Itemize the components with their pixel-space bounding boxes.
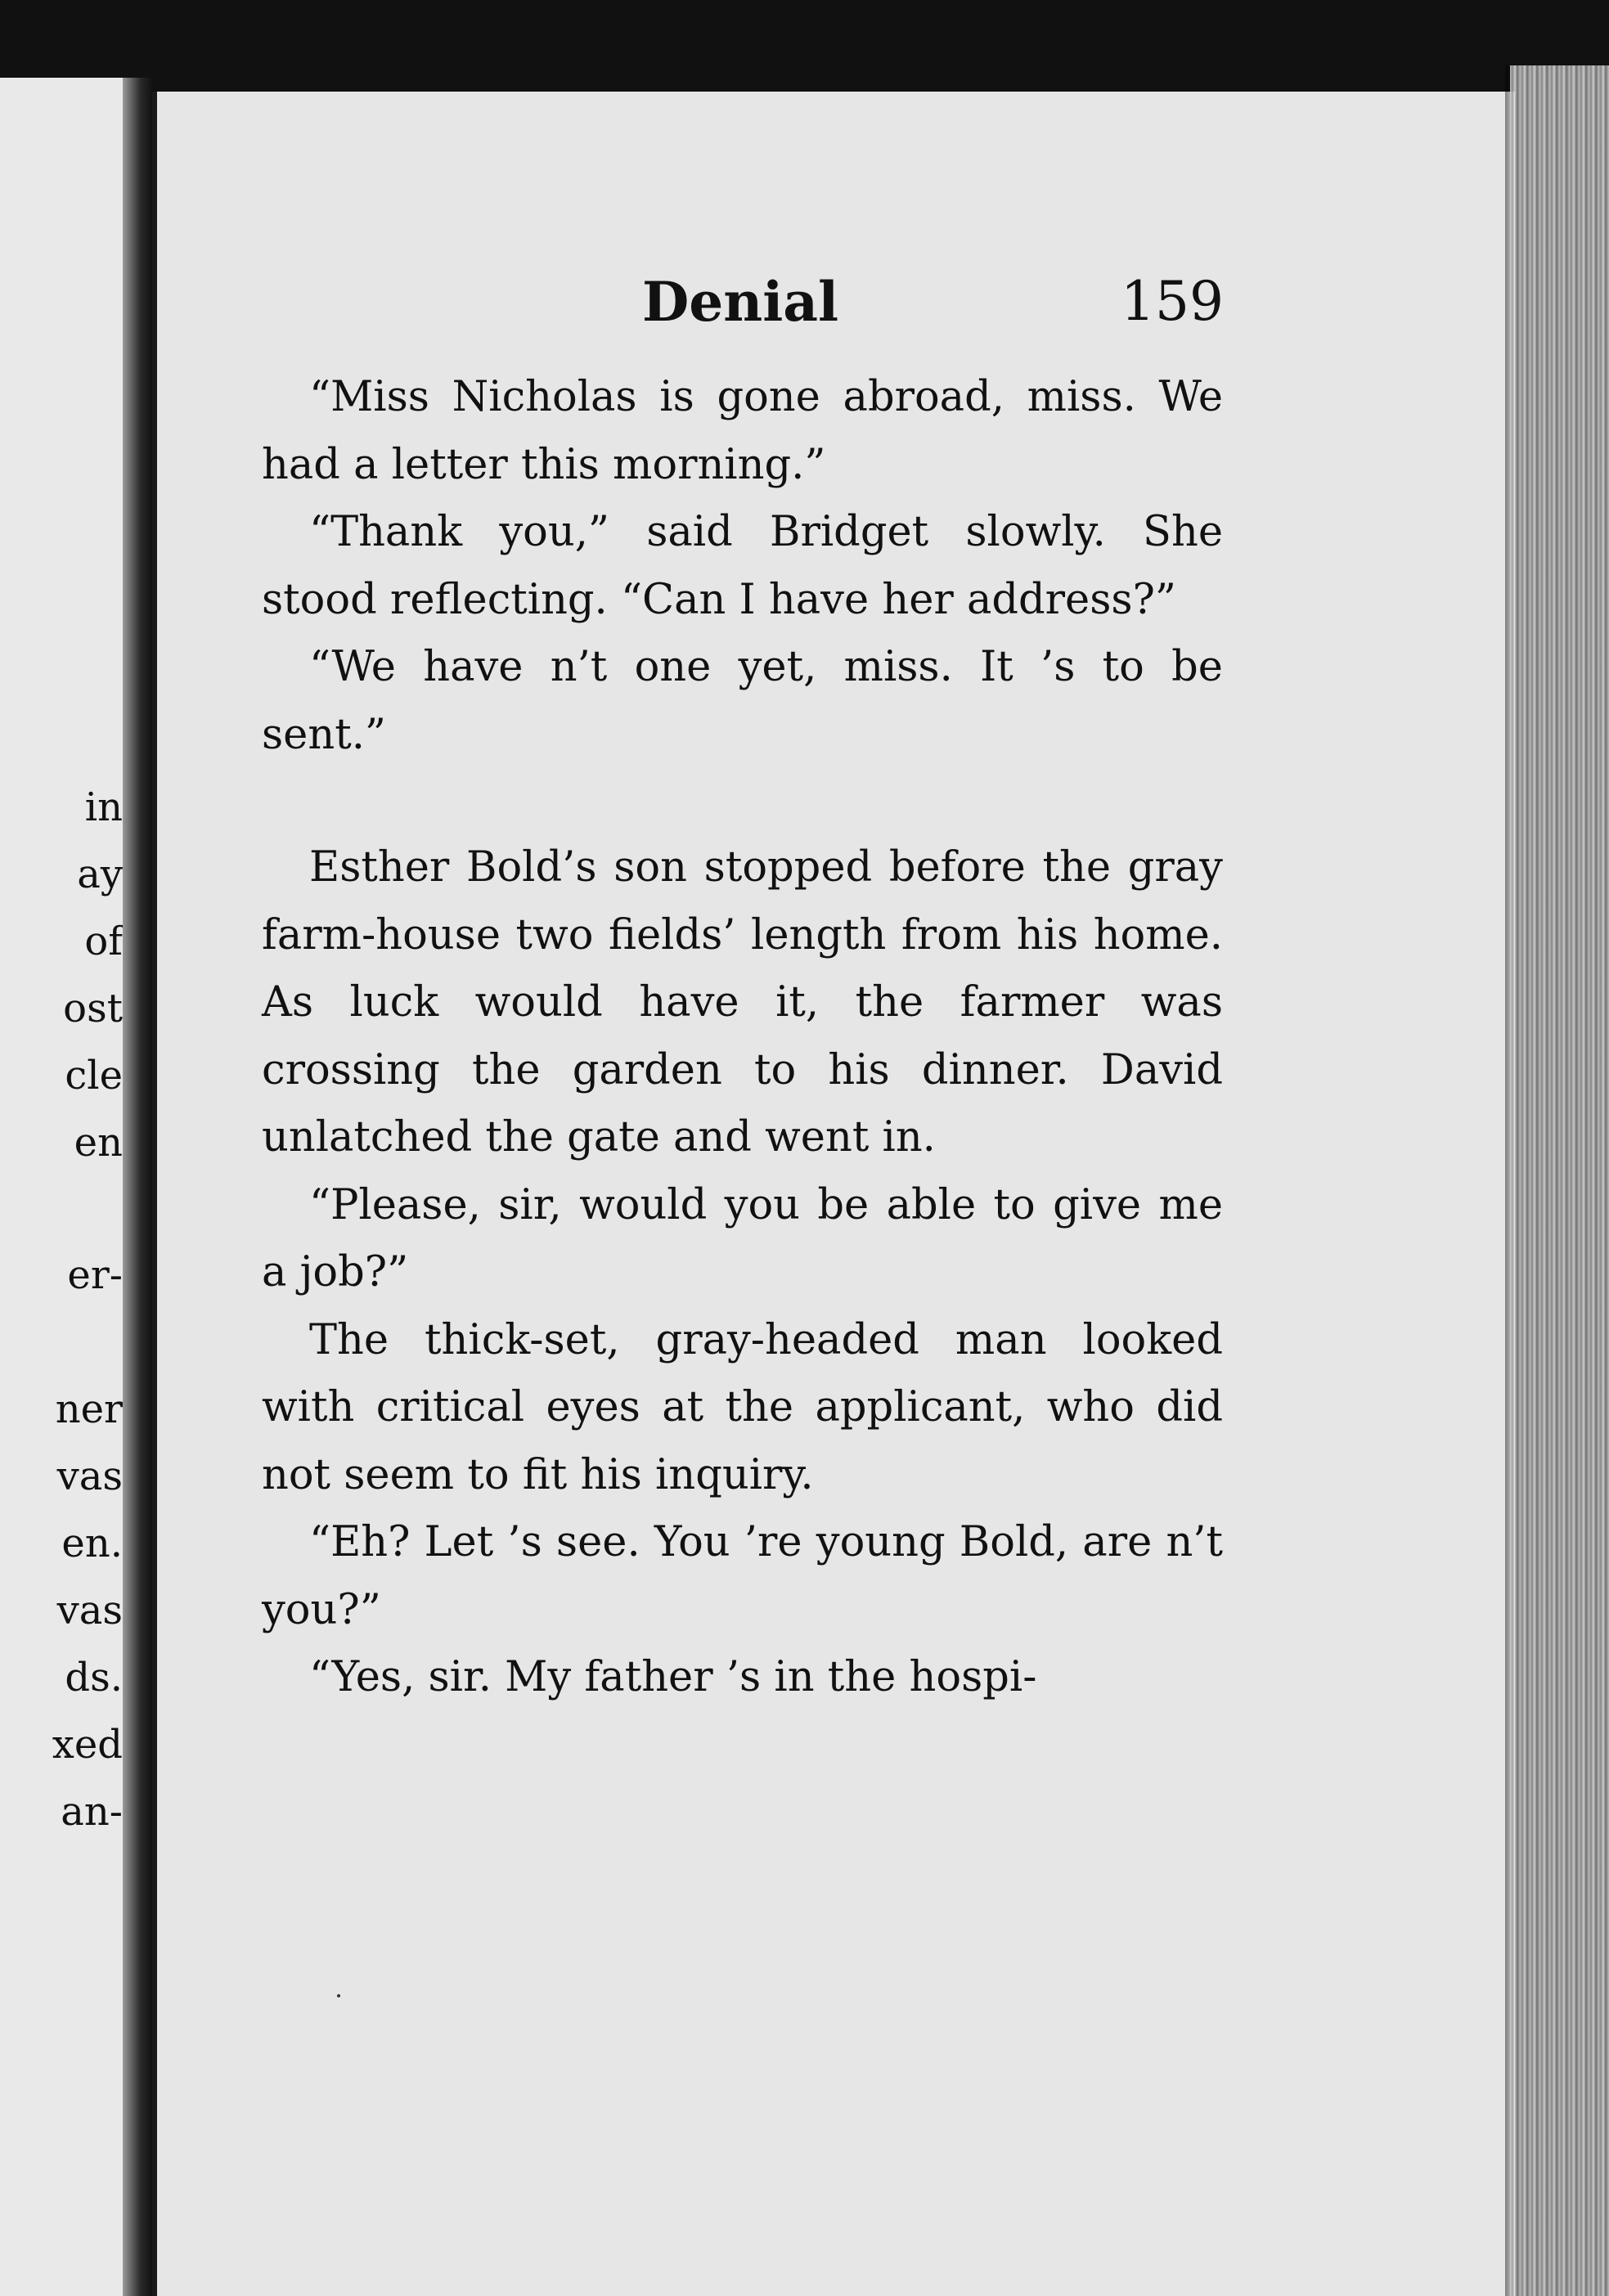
facing-line-fragment: en. <box>61 1521 123 1566</box>
paragraph: “Please, sir, would you be able to give me a job?” <box>262 1180 1223 1296</box>
facing-line-fragment: ay <box>77 851 123 897</box>
facing-line-fragment: an- <box>61 1789 123 1835</box>
paragraph: Esther Bold’s son stopped before the gray farm-house two fields’ length from his home. As luck would have it, the farmer was crossing the garden to his dinner. David unlatched the gate and went in. <box>262 843 1223 1161</box>
facing-line-fragment: en <box>74 1120 123 1166</box>
facing-line-fragment: er- <box>67 1252 123 1298</box>
facing-line-fragment: vas <box>56 1454 123 1499</box>
section-break <box>262 769 1223 834</box>
facing-line-fragment: cle <box>65 1053 123 1099</box>
facing-line-fragment: in <box>84 784 123 830</box>
book-gutter <box>123 78 152 2296</box>
facing-line-fragment: ner <box>55 1386 123 1432</box>
paragraph: “Miss Nicholas is gone abroad, miss. We had a letter this morning.” <box>262 373 1223 489</box>
facing-line-fragment: vas <box>56 1588 123 1633</box>
facing-line-fragment: ds. <box>65 1655 123 1701</box>
page-number: 159 <box>1121 270 1224 333</box>
facing-page <box>0 78 123 2296</box>
body-text <box>262 364 1223 1712</box>
page-stack-edge <box>1510 65 1609 2296</box>
paragraph: “Yes, sir. My father ’s in the hospi- <box>309 1653 1037 1701</box>
facing-line-fragment: of <box>84 919 123 964</box>
paragraph: “Thank you,” said Bridget slowly. She stood reflecting. “Can I have her address?” <box>262 508 1223 624</box>
running-title: Denial <box>642 270 839 334</box>
page-header <box>642 270 1224 344</box>
paragraph: “We have n’t one yet, miss. It ’s to be sent.” <box>262 643 1223 759</box>
paragraph: The thick-set, gray-headed man looked with critical eyes at the applicant, who did not seem to fit his inquiry. <box>262 1315 1223 1499</box>
facing-line-fragment: xed <box>52 1722 123 1768</box>
print-speck <box>337 1994 340 1997</box>
paragraph: “Eh? Let ’s see. You ’re young Bold, are n’t you?” <box>262 1518 1223 1634</box>
facing-line-fragment: ost <box>63 986 123 1031</box>
